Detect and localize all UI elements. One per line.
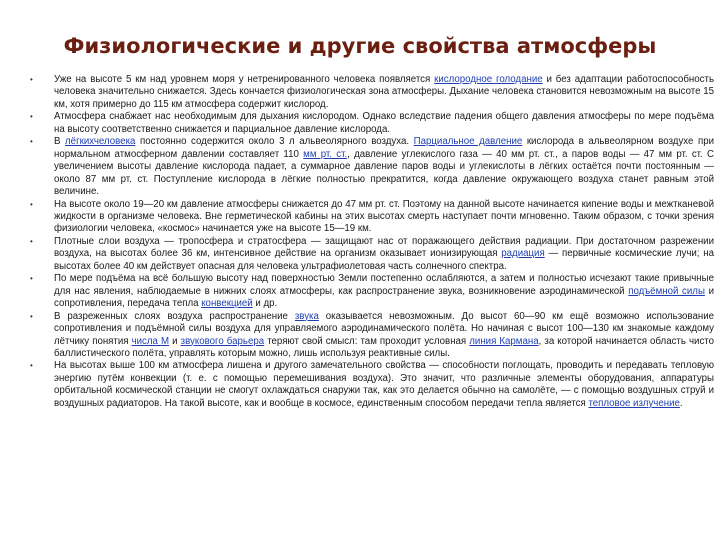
list-item <box>24 311 714 361</box>
paragraph-text: теряют свой смысл: там проходит условная <box>264 335 470 347</box>
inline-link[interactable]: конвекцией <box>201 298 253 310</box>
list-item <box>24 136 714 198</box>
bullet-icon: • <box>30 311 33 321</box>
list-item <box>24 111 714 136</box>
paragraph-text: По мере подъёма на всё большую высоту над поверхностью Земли постепенно ослабляются, а затем и полностью исчезают такие привычные для нас явления, наблюдаемые в нижних слоях атмосферы, как распространение звука, возникновение аэродинамической <box>54 273 714 297</box>
paragraph-text: кислорода в альвеолярном воздухе при нормальном атмосферном давлении составляет 110 <box>54 136 715 160</box>
paragraph-text: На высотах выше 100 км атмосфера лишена и другого замечательного свойства — способности поглощать, проводить и передавать тепловую энергию путём конвекции (т. е. с помощью перемешивания воздуха). Это значит, что различные элементы оборудования, аппаратуры орбитальной космической станции не смогут охлаждаться снаружи так, как это делается обычно на самолёте, — с помощью воздушных струй и воздушных радиаторов. На такой высоте, как и вообще в космосе, единственным способом передачи тепла является <box>54 360 714 409</box>
inline-link[interactable]: числа М <box>131 335 170 347</box>
inline-link[interactable]: кислородное голодание <box>434 74 543 85</box>
inline-link[interactable]: подъёмной силы <box>628 285 705 297</box>
inline-link[interactable]: линия Кармана <box>469 335 539 347</box>
paragraph-text: оказывается невозможным. До высот 60—90 км ещё возможно использование сопротивления и подъёмной силы воздуха для управляемого аэродинамического полёта. Но начиная с высот 100—130 км знакомые каждому лётчику понятия <box>54 310 714 347</box>
bullet-icon: • <box>30 236 33 246</box>
paragraph-text: Атмосфера снабжает нас необходимым для дыхания кислородом. Однако вследствие падения общего давления атмосферы по мере подъёма на высоту соответственно снижается и парциальное давление кислорода. <box>54 111 714 135</box>
paragraph-text: постоянно содержится около 3 л альвеолярного воздуха. <box>135 136 414 148</box>
inline-link[interactable]: лёгкихчеловека <box>65 136 136 148</box>
list-item <box>24 199 714 236</box>
paragraph-text: На высоте около 19—20 км давление атмосферы снижается до 47 мм рт. ст. Поэтому на данной высоте начинается кипение воды и межтканевой жидкости в организме человека. Вне герметической кабины на этих высотах смерть наступает почти мгновенно. Таким образом, с точки зрения физиологии человека, «космос» начинается уже на высоте 15—19 км. <box>54 198 714 235</box>
bullet-icon: • <box>30 274 33 284</box>
paragraph-text: , за которой начинается область чисто баллистического полёта, управлять которым можно, лишь используя реактивные силы. <box>54 335 715 359</box>
list-item <box>24 236 714 273</box>
paragraph-text: и др. <box>252 298 278 310</box>
slide-title: Физиологические и другие свойства атмосферы <box>63 34 657 58</box>
inline-link[interactable]: Парциальное давление <box>413 136 523 148</box>
paragraph-text: В <box>54 136 66 148</box>
list-item <box>24 74 714 111</box>
paragraph-text: Плотные слои воздуха — тропосфера и стратосфера — защищают нас от поражающего действия радиации. При достаточном разрежении воздуха, на высотах более 36 км, интенсивное действие на организм оказывает ионизирующая <box>54 235 714 260</box>
list-item <box>24 360 714 410</box>
paragraph-text: и сопротивления, передача тепла <box>54 285 714 310</box>
bullet-icon: • <box>30 199 33 209</box>
inline-link[interactable]: тепловое излучение <box>588 397 680 409</box>
bullet-list <box>24 74 714 410</box>
paragraph-text: , давление углекислого газа — 40 мм рт. ст., а паров воды — 47 мм рт. ст. С увеличением высоты давление кислорода падает, а суммарное давление паров воды и углекислоты в лёгких остаётся почти постоянным — около 87 мм рт. ст. Поступление кислорода в лёгкие полностью прекратится, когда давление окружающего воздуха станет равным этой величине. <box>54 148 714 198</box>
bullet-icon: • <box>30 361 33 371</box>
paragraph-text: . <box>679 397 683 409</box>
bullet-icon: • <box>30 112 33 122</box>
paragraph-text: В разреженных слоях воздуха распространение <box>54 310 295 322</box>
inline-link[interactable]: звука <box>294 310 319 322</box>
paragraph-text: Уже на высоте 5 км над уровнем моря у нетренированного человека появляется <box>54 74 435 85</box>
bullet-icon: • <box>30 137 33 147</box>
inline-link[interactable]: мм рт. ст. <box>303 148 348 160</box>
paragraph-text: и <box>169 335 181 347</box>
paragraph-text: и без адаптации работоспособность человека значительно снижается. Здесь кончается физиологическая зона атмосферы. Дыхание человека становится невозможным на высоте 15 км, хотя примерно до 115 км атмосфера содержит кислород. <box>54 74 715 110</box>
inline-link[interactable]: радиация <box>501 248 545 260</box>
paragraph-text: — первичные космические лучи; на высотах более 40 км действует опасная для человека ультрафиолетовая часть солнечного спектра. <box>54 248 714 272</box>
bullet-icon: • <box>30 75 33 84</box>
inline-link[interactable]: звукового барьера <box>180 335 265 347</box>
list-item <box>24 273 714 310</box>
